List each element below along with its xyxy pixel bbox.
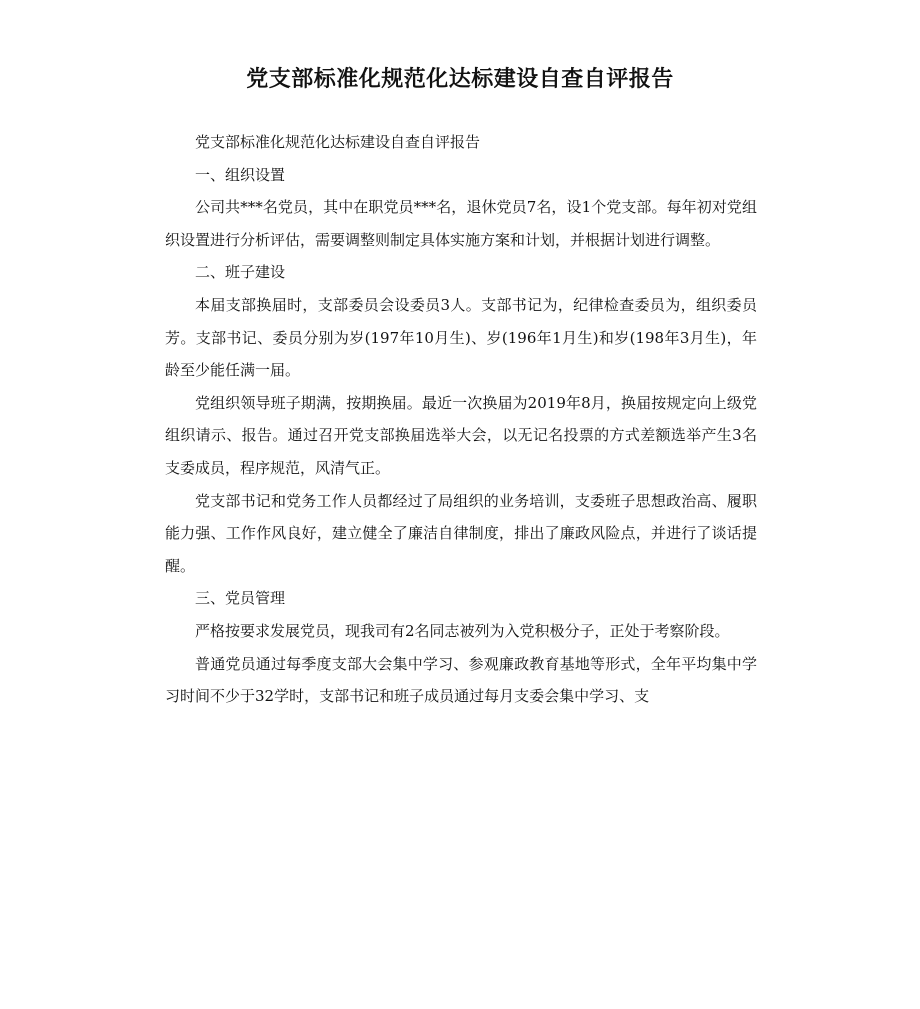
paragraph-subtitle: 党支部标准化规范化达标建设自查自评报告 xyxy=(195,133,481,151)
document-body xyxy=(165,126,757,713)
section-heading-organization: 一、组织设置 xyxy=(195,165,286,184)
section-heading-team: 二、班子建设 xyxy=(195,263,286,282)
paragraph: 严格按要求发展党员，现我司有2名同志被列为入党积极分子，正处于考察阶段。 xyxy=(195,621,730,640)
section-heading-members: 三、党员管理 xyxy=(195,589,286,608)
paragraph: 公司共***名党员，其中在职党员***名，退休党员7名，设1个党支部。每年初对党组织设置进行分析评估，需要调整则制定具体实施方案和计划，并根据计划进行调整。 xyxy=(165,198,757,249)
document-title: 党支部标准化规范化达标建设自查自评报告 xyxy=(246,67,674,92)
paragraph: 党支部书记和党务工作人员都经过了局组织的业务培训，支委班子思想政治高、履职能力强、工作作风良好，建立健全了廉洁自律制度，排出了廉政风险点，并进行了谈话提醒。 xyxy=(165,491,757,575)
paragraph: 普通党员通过每季度支部大会集中学习、参观廉政教育基地等形式，全年平均集中学习时间不少于32学时，支部书记和班子成员通过每月支委会集中学习、支 xyxy=(165,654,757,706)
paragraph: 党组织领导班子期满，按期换届。最近一次换届为2019年8月，换届按规定向上级党组织请示、报告。通过召开党支部换届选举大会，以无记名投票的方式差额选举产生3名支委成员，程序规范，风清气正。 xyxy=(165,393,757,477)
paragraph: 本届支部换届时，支部委员会设委员3人。支部书记为，纪律检查委员为，组织委员芳。支部书记、委员分别为岁(197年10月生)、岁(196年1月生)和岁(198年3月生)，年龄至少能任满一届。 xyxy=(165,295,757,380)
